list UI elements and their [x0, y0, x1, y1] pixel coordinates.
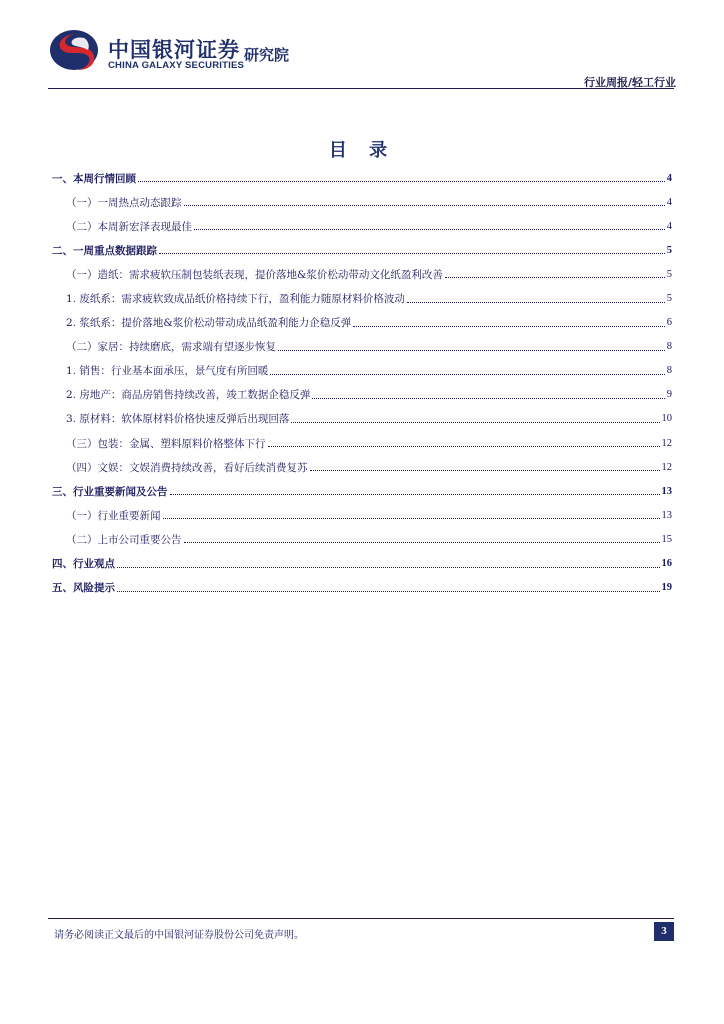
- report-type: 行业周报/轻工行业: [583, 76, 676, 89]
- toc-leader: [117, 584, 660, 592]
- toc-entry-2-2-3[interactable]: [52, 407, 672, 431]
- toc-leader: [194, 222, 665, 230]
- toc-entry-text: 1. 废纸系：需求疲软致成品纸价格持续下行，盈利能力随原材料价格波动: [66, 293, 405, 306]
- toc-entry-1-2[interactable]: [52, 214, 672, 238]
- toc-leader: [117, 560, 660, 568]
- toc-entry-page: 4: [666, 220, 672, 232]
- toc-entry-page: 12: [661, 461, 672, 473]
- toc-entry-page: 5: [666, 268, 672, 280]
- toc-entry-2-2-1[interactable]: [52, 359, 672, 383]
- footer-divider: [48, 918, 674, 919]
- toc-entry-text: （二）家居：持续磨底，需求端有望逐步恢复: [66, 341, 276, 354]
- toc-leader: [278, 343, 665, 351]
- toc-entry-text: （二）本周新宏泽表现最佳: [66, 220, 192, 233]
- toc-leader: [353, 319, 665, 327]
- toc-leader: [310, 463, 660, 471]
- brand-name-en: CHINA GALAXY SECURITIES: [108, 60, 245, 71]
- toc-leader: [184, 535, 660, 543]
- toc-entry-page: 15: [661, 533, 672, 545]
- toc-entry-page: 5: [666, 244, 672, 256]
- toc-entry-page: 19: [661, 582, 672, 594]
- brand-name-cn: 中国银河证券: [108, 38, 240, 62]
- toc-entry-page: 6: [666, 317, 672, 329]
- toc-entry-text: 一、本周行情回顾: [52, 172, 136, 185]
- toc-entry-text: 2. 房地产：商品房销售持续改善，竣工数据企稳反弹: [66, 389, 311, 402]
- toc-entry-page: 8: [666, 341, 672, 353]
- institute-name: 研究院: [244, 46, 290, 64]
- toc-entry-page: 5: [666, 293, 672, 305]
- toc-entry-text: 1. 销售：行业基本面承压，景气度有所回暖: [66, 365, 269, 378]
- toc-entry-section-4[interactable]: [52, 552, 672, 576]
- toc-entry-text: 三、行业重要新闻及公告: [52, 485, 168, 498]
- toc-entry-page: 4: [666, 196, 672, 208]
- toc-entry-2-3[interactable]: [52, 431, 672, 455]
- toc-entry-2-4[interactable]: [52, 455, 672, 479]
- toc-entry-section-1[interactable]: [52, 166, 672, 190]
- toc-entry-page: 13: [661, 509, 672, 521]
- toc-leader: [268, 439, 660, 447]
- toc-entry-page: 12: [661, 437, 672, 449]
- toc-entry-section-5[interactable]: [52, 576, 672, 600]
- toc-leader: [445, 270, 665, 278]
- toc-entry-text: （三）包装：金属、塑料原料价格整体下行: [66, 437, 266, 450]
- toc-title: 目 录: [328, 140, 396, 161]
- toc-entry-3-1[interactable]: [52, 503, 672, 527]
- toc-leader: [138, 174, 665, 182]
- toc-entry-2-1-2[interactable]: [52, 311, 672, 335]
- toc-entry-section-3[interactable]: [52, 479, 672, 503]
- toc-entry-text: 3. 原材料：软体原材料价格快速反弹后出现回落: [66, 413, 290, 426]
- toc-entry-3-2[interactable]: [52, 527, 672, 551]
- toc-leader: [270, 367, 664, 375]
- page-header: [48, 24, 676, 90]
- toc-entry-2-1[interactable]: [52, 262, 672, 286]
- toc-leader: [184, 198, 665, 206]
- disclaimer-text: 请务必阅读正文最后的中国银河证券股份公司免责声明。: [54, 930, 304, 941]
- toc-entry-text: （一）造纸：需求疲软压制包装纸表现，提价落地&浆价松动带动文化纸盈利改善: [66, 268, 443, 281]
- toc-entry-2-2[interactable]: [52, 335, 672, 359]
- toc-entry-page: 13: [661, 485, 672, 497]
- toc-leader: [407, 295, 665, 303]
- toc-entry-2-2-2[interactable]: [52, 383, 672, 407]
- toc-entry-text: 四、行业观点: [52, 558, 115, 571]
- toc-leader: [170, 487, 660, 495]
- toc-entry-text: （一）行业重要新闻: [66, 509, 161, 522]
- toc-entry-page: 16: [661, 558, 672, 570]
- galaxy-logo-icon: [48, 28, 100, 72]
- toc-leader: [312, 391, 664, 399]
- toc-leader: [159, 246, 665, 254]
- table-of-contents: [52, 166, 672, 600]
- page-number-badge: 3: [654, 922, 674, 941]
- toc-entry-text: 2. 浆纸系：提价落地&浆价松动带动成品纸盈利能力企稳反弹: [66, 317, 352, 330]
- toc-leader: [163, 511, 660, 519]
- toc-entry-section-2[interactable]: [52, 238, 672, 262]
- toc-entry-text: 二、一周重点数据跟踪: [52, 244, 157, 257]
- toc-entry-1-1[interactable]: [52, 190, 672, 214]
- toc-entry-page: 10: [661, 413, 672, 425]
- toc-entry-text: （四）文娱：文娱消费持续改善，看好后续消费复苏: [66, 461, 308, 474]
- toc-entry-text: （一）一周热点动态跟踪: [66, 196, 182, 209]
- toc-entry-page: 9: [666, 389, 672, 401]
- toc-entry-text: （二）上市公司重要公告: [66, 533, 182, 546]
- toc-entry-page: 4: [666, 172, 672, 184]
- toc-entry-2-1-1[interactable]: [52, 286, 672, 310]
- toc-entry-text: 五、风险提示: [52, 582, 115, 595]
- toc-leader: [291, 415, 659, 423]
- toc-entry-page: 8: [666, 365, 672, 377]
- header-divider: [48, 88, 674, 89]
